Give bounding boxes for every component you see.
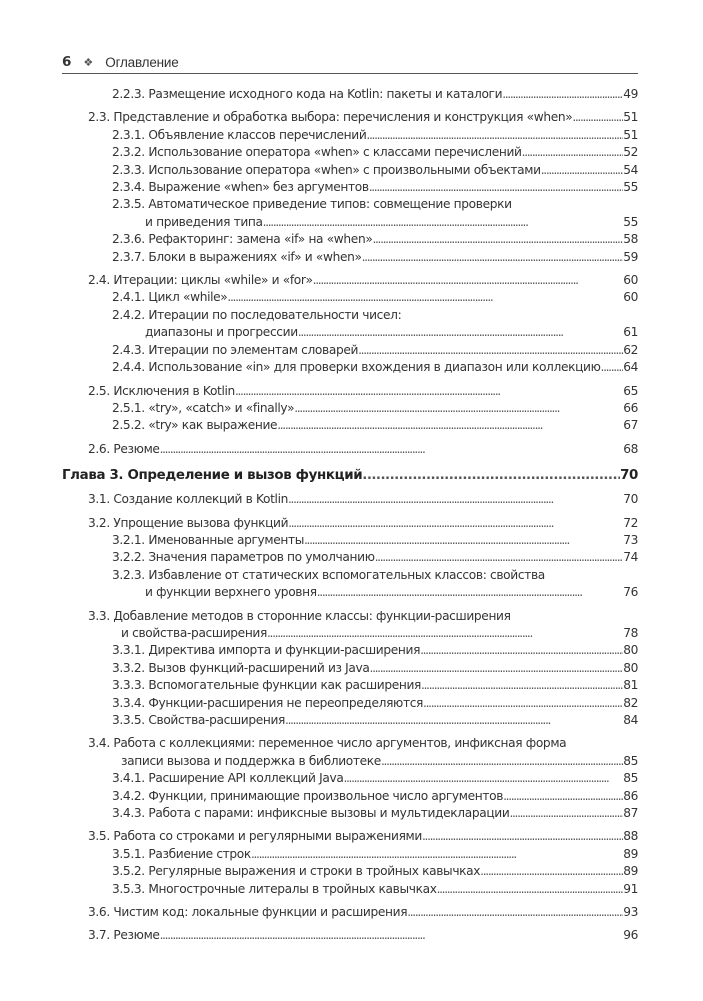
leader-dots <box>160 927 624 944</box>
entry-number: 3.3.3. <box>112 678 145 693</box>
entry-page: 62 <box>623 342 638 357</box>
entry-number: 3.1. <box>88 492 110 507</box>
toc-entry[interactable] <box>62 770 638 787</box>
leader-dots <box>437 881 624 898</box>
entry-number: 3.3.4. <box>112 695 145 710</box>
entry-title: Регулярные выражения и строки в тройных кавычках <box>148 864 481 879</box>
entry-page: 67 <box>623 418 638 433</box>
leader-dots <box>285 712 623 729</box>
toc-entry[interactable] <box>62 660 638 677</box>
entry-title: Функции, принимающие произвольное число аргументов <box>148 788 504 803</box>
toc-entry[interactable] <box>62 179 638 196</box>
leader-dots <box>277 417 623 434</box>
entry-page: 80 <box>623 660 638 675</box>
entry-number: 3.3.1. <box>112 643 145 658</box>
entry-title: Выражение «when» без аргументов <box>148 180 369 195</box>
entry-title: «try» как выражение <box>148 418 278 433</box>
toc-entry[interactable] <box>62 289 638 306</box>
entry-title: Итерации по элементам словарей <box>148 342 359 357</box>
entry-page: 74 <box>623 550 638 565</box>
toc-entry[interactable] <box>62 642 638 659</box>
entry-title-continuation: и функции верхнего уровня <box>145 585 317 600</box>
leader-dots <box>304 532 623 549</box>
entry-number: Глава 3. <box>62 468 124 484</box>
leader-dots <box>358 342 623 359</box>
toc-entry[interactable] <box>62 491 638 508</box>
toc-entry[interactable] <box>62 695 638 712</box>
toc-entry[interactable] <box>62 127 638 144</box>
entry-title: Функции-расширения не переопределяются <box>148 695 424 710</box>
leader-dots <box>502 86 623 103</box>
entry-page: 96 <box>623 928 638 943</box>
toc-entry[interactable] <box>62 863 638 880</box>
toc-entry[interactable] <box>62 805 638 822</box>
entry-title: Резюме <box>113 441 160 456</box>
entry-title: Разбиение строк <box>148 846 251 861</box>
toc-entry[interactable] <box>62 342 638 359</box>
entry-page: 60 <box>623 273 638 288</box>
entry-title: Объявление классов перечислений <box>148 127 367 142</box>
entry-title-continuation: диапазоны и прогрессии <box>145 325 298 340</box>
leader-dots <box>313 272 624 289</box>
toc-entry[interactable] <box>62 608 638 643</box>
entry-page: 84 <box>623 713 638 727</box>
entry-title: Итерации: циклы «while» и «for» <box>113 273 313 288</box>
entry-number: 2.3.6. <box>112 232 145 247</box>
toc-entry[interactable] <box>62 231 638 248</box>
toc-entry[interactable] <box>62 466 638 485</box>
entry-page: 61 <box>623 325 638 340</box>
toc-entry[interactable] <box>62 400 638 417</box>
entry-title: Исключения в Kotlin <box>113 383 235 398</box>
toc-entry[interactable] <box>62 307 638 342</box>
entry-number: 3.3.5. <box>112 713 145 727</box>
table-of-contents <box>62 86 638 945</box>
toc-entry[interactable] <box>62 86 638 103</box>
entry-page: 82 <box>623 695 638 710</box>
entry-title: Директива импорта и функции-расширения <box>148 643 421 658</box>
entry-title: Добавление методов в сторонние классы: функции-расширения <box>113 608 511 623</box>
entry-page: 58 <box>623 232 638 247</box>
leader-dots <box>263 214 624 231</box>
entry-page: 76 <box>623 585 638 600</box>
toc-entry[interactable] <box>62 904 638 921</box>
header-title: Оглавление <box>105 54 179 70</box>
entry-title: Размещение исходного кода на Kotlin: пакеты и каталоги <box>148 87 503 101</box>
entry-page: 51 <box>623 127 638 142</box>
entry-number: 3.3.2. <box>112 660 145 675</box>
entry-number: 3.4.1. <box>112 771 145 786</box>
leader-dots <box>288 515 623 532</box>
entry-page: 49 <box>623 87 638 101</box>
entry-page: 81 <box>623 678 638 693</box>
entry-number: 3.2.2. <box>112 550 145 565</box>
entry-number: 3.4.2. <box>112 788 145 803</box>
leader-dots <box>369 179 623 196</box>
leader-dots <box>362 466 620 485</box>
entry-number: 2.4. <box>88 273 110 288</box>
leader-dots <box>366 127 623 144</box>
entry-number: 2.4.3. <box>112 342 145 357</box>
entry-number: 2.4.2. <box>112 307 145 322</box>
leader-dots <box>509 805 623 822</box>
entry-number: 3.2. <box>88 515 110 530</box>
entry-page: 85 <box>623 753 638 768</box>
entry-page: 91 <box>623 881 638 896</box>
entry-number: 2.3.2. <box>112 145 145 160</box>
entry-page: 52 <box>623 145 638 160</box>
toc-entry[interactable] <box>62 109 638 126</box>
entry-number: 2.2.3. <box>112 87 145 101</box>
leader-dots <box>421 677 623 694</box>
entry-title: Вызов функций-расширений из Java <box>148 660 370 675</box>
toc-entry[interactable] <box>62 383 638 400</box>
entry-number: 3.3. <box>88 608 110 623</box>
entry-number: 3.5.2. <box>112 864 145 879</box>
toc-entry[interactable] <box>62 846 638 863</box>
running-header <box>62 51 638 74</box>
toc-entry[interactable] <box>62 927 638 944</box>
leader-dots <box>267 625 623 642</box>
toc-entry[interactable] <box>62 162 638 179</box>
toc-entry[interactable] <box>62 735 638 770</box>
entry-number: 3.5. <box>88 829 110 844</box>
entry-title-continuation: записи вызова и поддержка в библиотеке <box>121 753 381 768</box>
leader-dots <box>503 788 623 805</box>
leader-dots <box>372 231 623 248</box>
entry-title: Избавление от статических вспомогательных классов: свойства <box>148 567 545 582</box>
entry-title: Рефакторинг: замена «if» на «when» <box>148 232 373 247</box>
entry-title: Значения параметров по умолчанию <box>148 550 375 565</box>
toc-entry[interactable] <box>62 441 638 458</box>
entry-number: 2.6. <box>88 441 110 456</box>
entry-page: 59 <box>623 249 638 264</box>
entry-page: 85 <box>623 771 638 786</box>
entry-title: «try», «catch» и «finally» <box>148 400 295 415</box>
leader-dots <box>381 753 623 770</box>
entry-number: 2.3.5. <box>112 197 145 212</box>
leader-dots <box>362 249 624 266</box>
toc-entry[interactable] <box>62 515 638 532</box>
entry-title: Использование оператора «when» с произвольными объектами <box>148 162 541 177</box>
entry-page: 78 <box>623 625 638 640</box>
toc-entry[interactable] <box>62 417 638 434</box>
entry-page: 80 <box>623 643 638 658</box>
toc-entry[interactable] <box>62 272 638 289</box>
entry-page: 68 <box>623 441 638 456</box>
leader-dots <box>317 584 623 601</box>
entry-title: Расширение API коллекций Java <box>148 771 344 786</box>
page-number: 6 <box>62 54 72 70</box>
entry-page: 89 <box>623 864 638 879</box>
entry-page: 70 <box>620 468 638 484</box>
leader-dots <box>343 770 623 787</box>
entry-number: 3.2.1. <box>112 532 145 547</box>
entry-number: 2.5.1. <box>112 400 145 415</box>
entry-title: Упрощение вызова функций <box>113 515 289 530</box>
entry-title: Свойства-расширения <box>148 713 286 727</box>
leader-dots <box>480 863 623 880</box>
entry-number: 2.5.2. <box>112 418 145 433</box>
entry-number: 2.3.1. <box>112 127 145 142</box>
entry-page: 93 <box>623 905 638 920</box>
entry-page: 55 <box>623 180 638 195</box>
entry-page: 55 <box>623 214 638 229</box>
entry-number: 3.6. <box>88 905 110 920</box>
entry-number: 2.3. <box>88 110 110 125</box>
toc-entry[interactable] <box>62 532 638 549</box>
leader-dots <box>572 109 623 126</box>
leader-dots <box>160 441 624 458</box>
leader-dots <box>522 144 624 161</box>
toc-entry[interactable] <box>62 788 638 805</box>
entry-number: 3.5.1. <box>112 846 145 861</box>
entry-number: 3.4. <box>88 736 110 751</box>
leader-dots <box>288 491 623 508</box>
entry-title: Чистим код: локальные функции и расширения <box>113 905 408 920</box>
entry-page: 89 <box>623 846 638 861</box>
ornament-icon: ❖ <box>83 55 94 69</box>
entry-number: 3.2.3. <box>112 567 145 582</box>
toc-entry[interactable] <box>62 549 638 566</box>
entry-page: 51 <box>623 110 638 125</box>
entry-page: 87 <box>623 806 638 821</box>
toc-entry[interactable] <box>62 249 638 266</box>
entry-page: 64 <box>623 360 638 375</box>
entry-page: 60 <box>623 290 638 305</box>
toc-entry[interactable] <box>62 712 638 729</box>
toc-entry[interactable] <box>62 828 638 845</box>
leader-dots <box>407 904 623 921</box>
entry-title: Использование «in» для проверки вхождения в диапазон или коллекцию <box>148 360 601 375</box>
entry-title: Итерации по последовательности чисел: <box>148 307 402 322</box>
entry-number: 2.4.1. <box>112 290 145 305</box>
entry-title: Представление и обработка выбора: перечисления и конструкция «when» <box>113 110 573 125</box>
entry-title: Резюме <box>113 928 160 943</box>
leader-dots <box>541 162 623 179</box>
entry-title: Автоматическое приведение типов: совмещение проверки <box>148 197 512 212</box>
leader-dots <box>375 549 624 566</box>
entry-number: 2.4.4. <box>112 360 145 375</box>
entry-number: 3.4.3. <box>112 806 145 821</box>
entry-page: 88 <box>623 829 638 844</box>
entry-number: 2.5. <box>88 383 110 398</box>
entry-title: Работа с коллекциями: переменное число аргументов, инфиксная форма <box>113 736 567 751</box>
leader-dots <box>298 324 623 341</box>
leader-dots <box>370 660 624 677</box>
entry-number: 2.3.7. <box>112 249 145 264</box>
entry-page: 70 <box>623 492 638 507</box>
leader-dots <box>420 642 623 659</box>
entry-title: Блоки в выражениях «if» и «when» <box>148 249 362 264</box>
leader-dots <box>294 400 623 417</box>
entry-title: Работа с парами: инфиксные вызовы и мультидекларации <box>148 806 510 821</box>
entry-page: 54 <box>623 162 638 177</box>
entry-number: 3.5.3. <box>112 881 145 896</box>
entry-title: Цикл «while» <box>148 290 228 305</box>
entry-page: 65 <box>623 383 638 398</box>
entry-title: Создание коллекций в Kotlin <box>113 492 288 507</box>
entry-title: Именованные аргументы <box>148 532 304 547</box>
entry-number: 2.3.3. <box>112 162 145 177</box>
leader-dots <box>251 846 623 863</box>
leader-dots <box>227 289 623 306</box>
toc-entry[interactable] <box>62 144 638 161</box>
leader-dots <box>423 695 623 712</box>
entry-page: 66 <box>623 400 638 415</box>
toc-entry[interactable] <box>62 881 638 898</box>
entry-title: Вспомогательные функции как расширения <box>148 678 422 693</box>
entry-title-continuation: и приведения типа <box>145 214 263 229</box>
entry-title: Работа со строками и регулярными выражениями <box>113 829 422 844</box>
leader-dots <box>235 383 623 400</box>
entry-title: Использование оператора «when» с классами перечислений <box>148 145 522 160</box>
toc-entry[interactable] <box>62 196 638 231</box>
entry-page: 72 <box>623 515 638 530</box>
entry-number: 3.7. <box>88 928 110 943</box>
toc-entry[interactable] <box>62 359 638 376</box>
entry-page: 73 <box>623 532 638 547</box>
toc-entry[interactable] <box>62 567 638 602</box>
entry-title-continuation: и свойства-расширения <box>121 625 267 640</box>
leader-dots <box>422 828 623 845</box>
entry-number: 2.3.4. <box>112 180 145 195</box>
toc-entry[interactable] <box>62 677 638 694</box>
entry-title: Определение и вызов функций <box>127 468 363 484</box>
entry-page: 86 <box>623 788 638 803</box>
leader-dots <box>601 359 624 376</box>
entry-title: Многострочные литералы в тройных кавычках <box>148 881 437 896</box>
